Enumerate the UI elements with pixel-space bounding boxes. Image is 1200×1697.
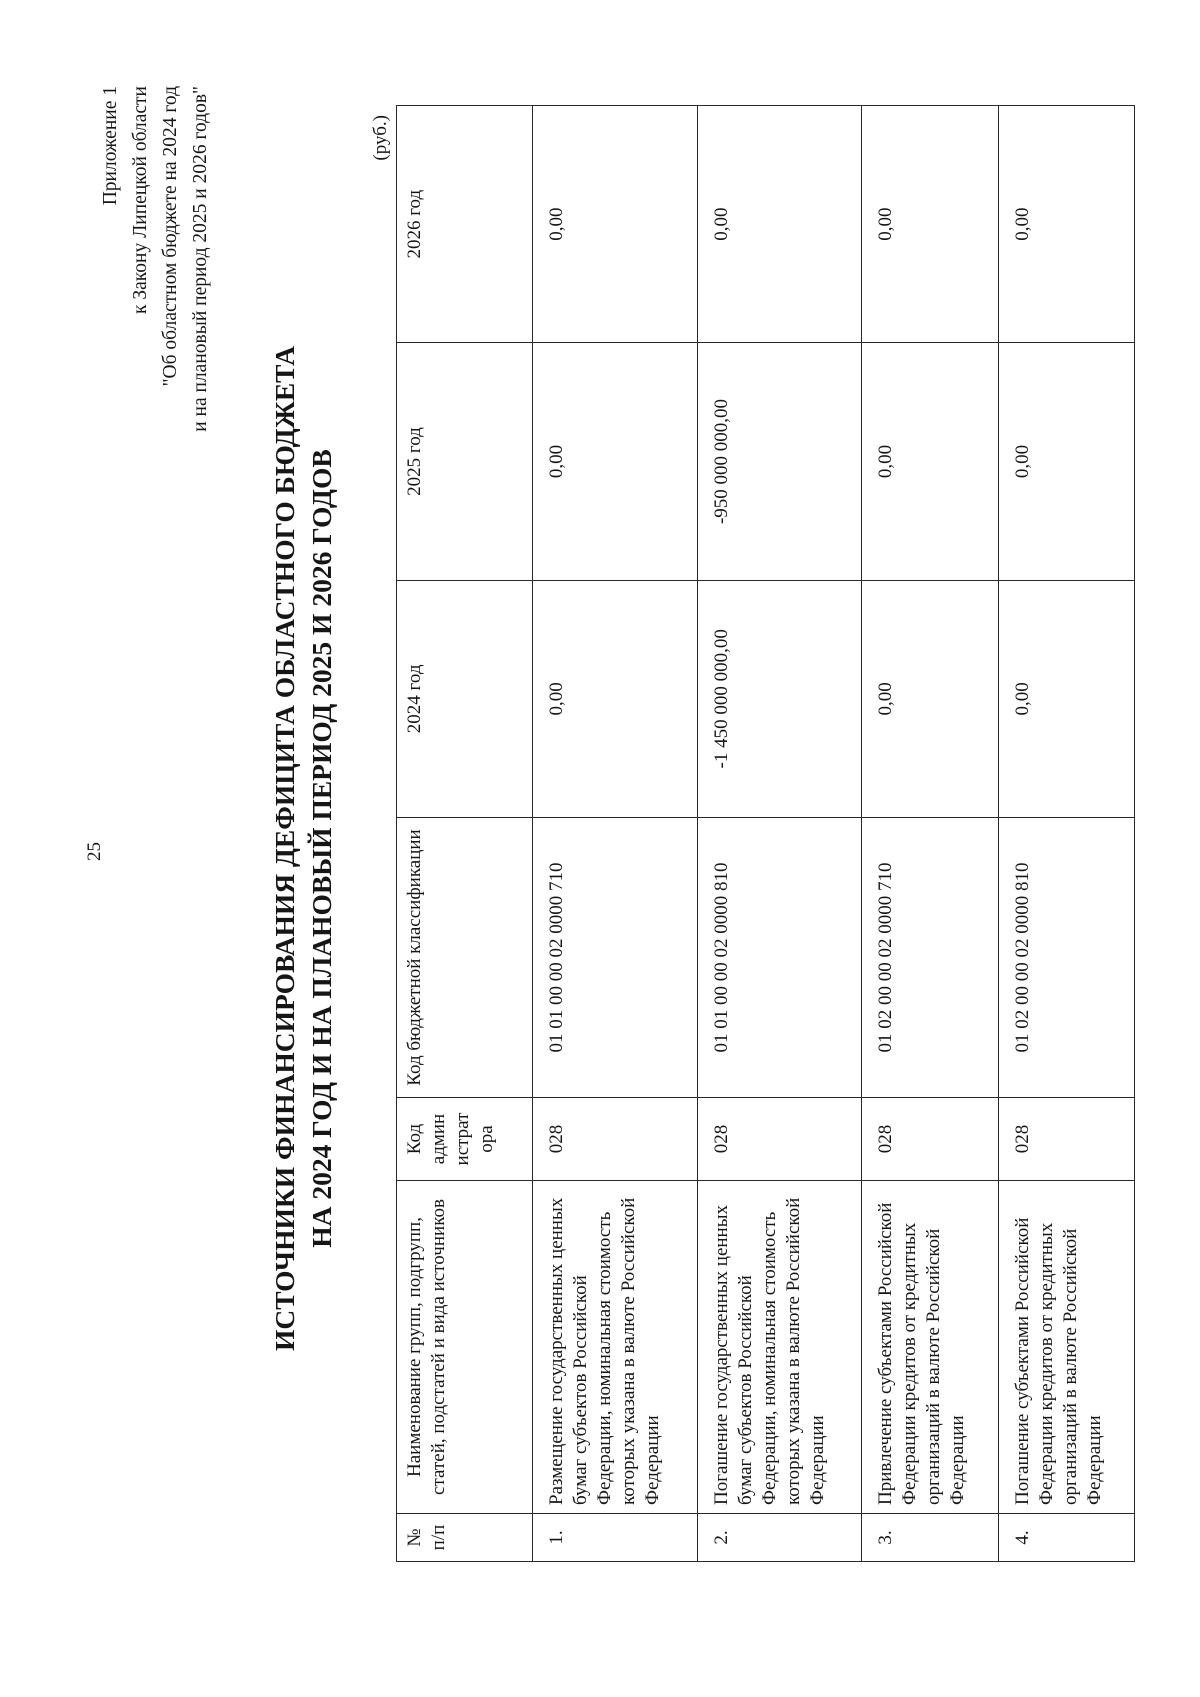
- row-value-2025: 0,00: [862, 343, 998, 580]
- appendix-line: Приложение 1: [100, 86, 121, 206]
- row-num: 3.: [862, 1514, 998, 1562]
- row-num: 4.: [998, 1514, 1134, 1562]
- row-budget-code: 01 01 00 00 02 0000 810: [697, 818, 862, 1098]
- row-admin-code: 028: [998, 1098, 1134, 1181]
- row-name: Погашение государственных ценных бумаг субъектов Российской Федерации, номинальная стоимость которых указана в валюте Российской Федерации: [697, 1181, 862, 1514]
- appendix-line: и на плановый период 2025 и 2026 годов": [190, 86, 211, 432]
- row-value-2026: 0,00: [862, 106, 998, 343]
- row-value-2026: 0,00: [697, 106, 862, 343]
- header-name: Наименование групп, подгрупп, статей, подстатей и вида источников: [397, 1181, 533, 1514]
- appendix-note: [96, 86, 216, 432]
- title-line: ИСТОЧНИКИ ФИНАНСИРОВАНИЯ ДЕФИЦИТА ОБЛАСТНОГО БЮДЖЕТА: [269, 345, 300, 1352]
- deficit-sources-table: [396, 105, 1135, 1562]
- header-year-2026: 2026 год: [397, 106, 533, 343]
- row-num: 1.: [533, 1514, 698, 1562]
- header-budget-code: Код бюджетной классификации: [397, 818, 533, 1098]
- row-admin-code: 028: [697, 1098, 862, 1181]
- appendix-line: к Закону Липецкой области: [130, 86, 151, 314]
- title-line: НА 2024 ГОД И НА ПЛАНОВЫЙ ПЕРИОД 2025 И 2026 ГОДОВ: [306, 449, 337, 1248]
- row-name: Размещение государственных ценных бумаг субъектов Российской Федерации, номинальная стоимость которых указана в валюте Российской Федерации: [533, 1181, 698, 1514]
- table-row: [533, 106, 698, 1562]
- row-value-2025: 0,00: [533, 343, 698, 580]
- document-title: [266, 0, 340, 1697]
- row-num: 2.: [697, 1514, 862, 1562]
- row-value-2025: -950 000 000,00: [697, 343, 862, 580]
- header-year-2024: 2024 год: [397, 580, 533, 817]
- page-number: 25: [84, 842, 105, 861]
- table-header-row: [397, 106, 533, 1562]
- row-name: Привлечение субъектами Российской Федерации кредитов от кредитных организаций в валюте Российской Федерации: [862, 1181, 998, 1514]
- header-admin-code: Код админ истрат ора: [397, 1098, 533, 1181]
- row-budget-code: 01 02 00 00 02 0000 810: [998, 818, 1134, 1098]
- row-value-2024: -1 450 000 000,00: [697, 580, 862, 817]
- row-value-2025: 0,00: [998, 343, 1134, 580]
- row-budget-code: 01 02 00 00 02 0000 710: [862, 818, 998, 1098]
- row-name: Погашение субъектами Российской Федерации кредитов от кредитных организаций в валюте Российской Федерации: [998, 1181, 1134, 1514]
- appendix-line: "Об областном бюджете на 2024 год: [160, 86, 181, 387]
- row-admin-code: 028: [862, 1098, 998, 1181]
- table-row: [697, 106, 862, 1562]
- table-row: [998, 106, 1134, 1562]
- row-budget-code: 01 01 00 00 02 0000 710: [533, 818, 698, 1098]
- header-num: № п/п: [397, 1514, 533, 1562]
- row-value-2024: 0,00: [862, 580, 998, 817]
- header-year-2025: 2025 год: [397, 343, 533, 580]
- row-value-2026: 0,00: [533, 106, 698, 343]
- currency-unit: (руб.): [370, 115, 391, 161]
- row-value-2024: 0,00: [533, 580, 698, 817]
- row-value-2026: 0,00: [998, 106, 1134, 343]
- row-admin-code: 028: [533, 1098, 698, 1181]
- row-value-2024: 0,00: [998, 580, 1134, 817]
- table-row: [862, 106, 998, 1562]
